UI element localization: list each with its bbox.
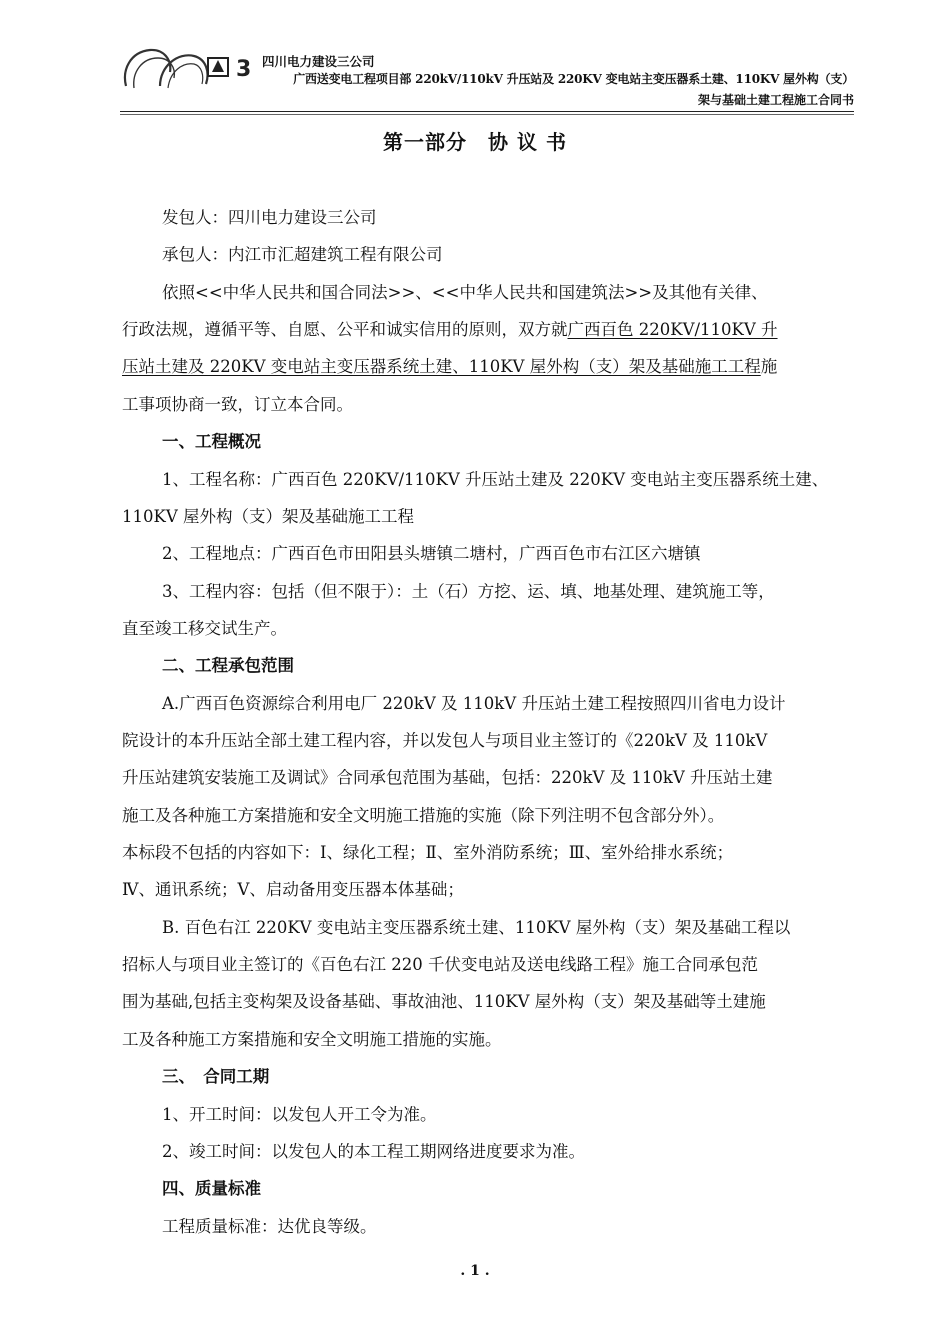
scope-b-line-3: 围为基础,包括主变构架及设备基础、事故油池、110KV 屋外构（支）架及基础等土建施 [122, 992, 766, 1011]
header-rule-thin [120, 114, 854, 115]
project-name-underlined-2: 压站土建及 220KV 变电站主变压器系统土建、110KV 屋外构（支）架及基础施工工程 [122, 357, 761, 376]
header-rule [120, 111, 854, 112]
section-4-heading: 四、质量标准 [162, 1179, 261, 1198]
scope-exclusions-line-2: Ⅳ、通讯系统；Ⅴ、启动备用变压器本体基础； [122, 880, 464, 899]
scope-b-line-4: 工及各种施工方案措施和安全文明施工措施的实施。 [122, 1030, 502, 1049]
scope-b-line-1: B. 百色右江 220KV 变电站主变压器系统土建、110KV 屋外构（支）架及基础工程以 [162, 918, 791, 937]
quality-standard: 工程质量标准：达优良等级。 [162, 1217, 377, 1236]
page-title: 第一部分 协 议 书 [383, 130, 567, 154]
project-content-line-2: 直至竣工移交试生产。 [122, 619, 287, 638]
intro-line-4: 工事项协商一致，订立本合同。 [122, 395, 353, 414]
header-contract-title-line2: 架与基础土建工程施工合同书 [697, 93, 854, 107]
scope-a-line-1: A.广西百色资源综合利用电厂 220kV 及 110kV 升压站土建工程按照四川省电力设计 [162, 694, 786, 713]
logo-mark-text: 3 [236, 57, 252, 82]
scope-exclusions-line-1: 本标段不包括的内容如下：Ⅰ、绿化工程；Ⅱ、室外消防系统；Ⅲ、室外给排水系统； [122, 843, 734, 862]
page-header [120, 38, 854, 112]
start-time: 1、开工时间：以发包人开工令为准。 [162, 1105, 437, 1124]
intro-line-2 [122, 322, 778, 339]
project-location: 2、工程地点：广西百色市田阳县头塘镇二塘村，广西百色市右江区六塘镇 [162, 544, 701, 563]
section-2-heading: 二、工程承包范围 [162, 656, 294, 675]
header-company: 四川电力建设三公司 [262, 54, 375, 69]
scope-a-line-4: 施工及各种施工方案措施和安全文明施工措施的实施（除下列注明不包含部分外）。 [122, 806, 725, 825]
intro-line-3-text: 施 [760, 357, 778, 376]
section-3-heading: 三、 合同工期 [162, 1067, 270, 1086]
section-1-heading: 一、工程概况 [162, 432, 261, 451]
employer-line: 发包人：四川电力建设三公司 [162, 208, 377, 227]
company-logo-icon [120, 42, 260, 94]
completion-time: 2、竣工时间：以发包人的本工程工期网络进度要求为准。 [162, 1142, 585, 1161]
project-name-line-2: 110KV 屋外构（支）架及基础施工工程 [122, 507, 414, 526]
project-content-line-1: 3、工程内容：包括（但不限于）：土（石）方挖、运、填、地基处理、建筑施工等， [162, 582, 775, 601]
intro-line-1: 依照<<中华人民共和国合同法>>、<<中华人民共和国建筑法>>及其他有关律、 [162, 283, 768, 302]
scope-a-line-2: 院设计的本升压站全部土建工程内容，并以发包人与项目业主签订的《220kV 及 110kV [122, 731, 768, 750]
intro-line-2-text: 行政法规，遵循平等、自愿、公平和诚实信用的原则，双方就 [122, 320, 568, 339]
contractor-line: 承包人：内江市汇超建筑工程有限公司 [162, 245, 443, 264]
scope-b-line-2: 招标人与项目业主签订的《百色右江 220 千伏变电站及送电线路工程》施工合同承包范 [122, 955, 758, 974]
scope-a-line-3: 升压站建筑安装施工及调试》合同承包范围为基础，包括：220kV 及 110kV 升压站土建 [122, 768, 773, 787]
project-name-line-1: 1、工程名称：广西百色 220KV/110KV 升压站土建及 220KV 变电站主变压器系统土建、 [162, 470, 829, 489]
intro-line-3 [122, 359, 777, 376]
page-number: . 1 . [460, 1263, 490, 1279]
project-name-underlined-1: 广西百色 220KV/110KV 升 [567, 320, 778, 339]
header-contract-title-line1: 广西送变电工程项目部 220kV/110kV 升压站及 220KV 变电站主变压器系土建、110KV 屋外构（支） [293, 72, 854, 86]
